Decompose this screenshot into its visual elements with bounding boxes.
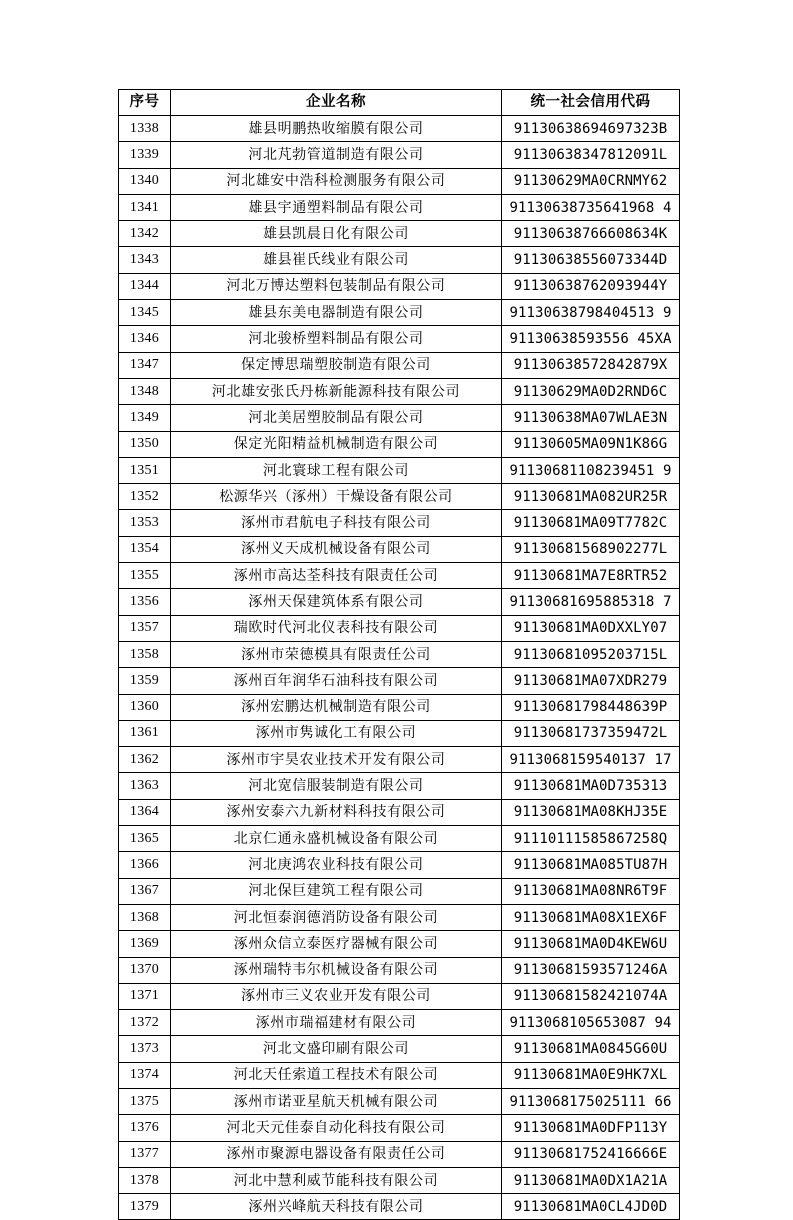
cell-sequence: 1350	[119, 431, 171, 457]
cell-enterprise-name: 河北文盛印刷有限公司	[171, 1036, 502, 1062]
cell-sequence: 1358	[119, 641, 171, 667]
cell-sequence: 1363	[119, 773, 171, 799]
table-row	[119, 668, 680, 694]
table-row	[119, 931, 680, 957]
cell-sequence: 1339	[119, 142, 171, 168]
cell-credit-code: 91130681095203715L	[502, 641, 680, 667]
cell-credit-code: 91130638694697323B	[502, 116, 680, 142]
cell-enterprise-name: 雄县明鹏热收缩膜有限公司	[171, 116, 502, 142]
cell-enterprise-name: 雄县东美电器制造有限公司	[171, 300, 502, 326]
cell-credit-code: 9113068159540137 17	[502, 747, 680, 773]
cell-sequence: 1365	[119, 826, 171, 852]
cell-enterprise-name: 河北天任索道工程技术有限公司	[171, 1062, 502, 1088]
cell-credit-code: 91130681752416666E	[502, 1141, 680, 1167]
cell-sequence: 1372	[119, 1010, 171, 1036]
table-row	[119, 457, 680, 483]
cell-enterprise-name: 保定光阳精益机械制造有限公司	[171, 431, 502, 457]
cell-credit-code: 91110111585867258Q	[502, 826, 680, 852]
cell-enterprise-name: 河北骏桥塑料制品有限公司	[171, 326, 502, 352]
cell-credit-code: 9113068105653087 94	[502, 1010, 680, 1036]
cell-sequence: 1338	[119, 116, 171, 142]
cell-sequence: 1340	[119, 168, 171, 194]
cell-sequence: 1356	[119, 589, 171, 615]
table-row	[119, 641, 680, 667]
table-row	[119, 1141, 680, 1167]
table-row	[119, 957, 680, 983]
cell-sequence: 1346	[119, 326, 171, 352]
column-header-credit-code: 统一社会信用代码	[502, 90, 680, 116]
cell-enterprise-name: 涿州市瑞福建材有限公司	[171, 1010, 502, 1036]
table-row	[119, 431, 680, 457]
cell-credit-code: 91130638766608634K	[502, 221, 680, 247]
cell-sequence: 1367	[119, 878, 171, 904]
cell-sequence: 1359	[119, 668, 171, 694]
cell-enterprise-name: 北京仁通永盛机械设备有限公司	[171, 826, 502, 852]
cell-sequence: 1376	[119, 1115, 171, 1141]
cell-sequence: 1355	[119, 563, 171, 589]
table-row	[119, 116, 680, 142]
table-row	[119, 1194, 680, 1220]
table-header	[119, 90, 680, 116]
table-row	[119, 694, 680, 720]
cell-credit-code: 91130681MA09T7782C	[502, 510, 680, 536]
cell-sequence: 1344	[119, 273, 171, 299]
cell-credit-code: 91130681MA7E8RTR52	[502, 563, 680, 589]
cell-enterprise-name: 河北雄安张氏丹栋新能源科技有限公司	[171, 378, 502, 404]
cell-sequence: 1369	[119, 931, 171, 957]
table-row	[119, 983, 680, 1009]
table-row	[119, 352, 680, 378]
cell-credit-code: 91130681737359472L	[502, 720, 680, 746]
cell-sequence: 1361	[119, 720, 171, 746]
cell-enterprise-name: 涿州市诺亚星航天机械有限公司	[171, 1088, 502, 1114]
table-row	[119, 615, 680, 641]
cell-sequence: 1379	[119, 1194, 171, 1220]
cell-enterprise-name: 保定博思瑞塑胶制造有限公司	[171, 352, 502, 378]
cell-sequence: 1368	[119, 904, 171, 930]
cell-sequence: 1343	[119, 247, 171, 273]
cell-enterprise-name: 河北雄安中浩科检测服务有限公司	[171, 168, 502, 194]
cell-credit-code: 91130681MA082UR25R	[502, 484, 680, 510]
cell-credit-code: 91130681MA08KHJ35E	[502, 799, 680, 825]
cell-credit-code: 91130681MA0DXXLY07	[502, 615, 680, 641]
table-body	[119, 116, 680, 1220]
table-row	[119, 536, 680, 562]
cell-enterprise-name: 雄县崔氏线业有限公司	[171, 247, 502, 273]
cell-enterprise-name: 松源华兴（涿州）干燥设备有限公司	[171, 484, 502, 510]
cell-credit-code: 91130681MA0CL4JD0D	[502, 1194, 680, 1220]
table-row	[119, 563, 680, 589]
table-row	[119, 326, 680, 352]
table-row	[119, 378, 680, 404]
cell-sequence: 1352	[119, 484, 171, 510]
cell-sequence: 1378	[119, 1167, 171, 1193]
table-row	[119, 1088, 680, 1114]
table-row	[119, 1115, 680, 1141]
cell-credit-code: 91130638762093944Y	[502, 273, 680, 299]
cell-credit-code: 91130681MA0DX1A21A	[502, 1167, 680, 1193]
table-row	[119, 799, 680, 825]
cell-sequence: 1342	[119, 221, 171, 247]
cell-enterprise-name: 涿州市聚源电器设备有限责任公司	[171, 1141, 502, 1167]
cell-credit-code: 9113068175025111 66	[502, 1088, 680, 1114]
table-row	[119, 773, 680, 799]
cell-enterprise-name: 河北中慧利威节能科技有限公司	[171, 1167, 502, 1193]
cell-credit-code: 91130681798448639P	[502, 694, 680, 720]
cell-credit-code: 91130681MA0DFP113Y	[502, 1115, 680, 1141]
cell-enterprise-name: 河北天元佳泰自动化科技有限公司	[171, 1115, 502, 1141]
cell-sequence: 1374	[119, 1062, 171, 1088]
table-row	[119, 1062, 680, 1088]
cell-enterprise-name: 河北庚鸿农业科技有限公司	[171, 852, 502, 878]
table-header-row	[119, 90, 680, 116]
enterprise-listing-table-container	[118, 89, 679, 1220]
cell-credit-code: 91130638798404513 9	[502, 300, 680, 326]
table-row	[119, 510, 680, 536]
cell-credit-code: 91130681MA0845G60U	[502, 1036, 680, 1062]
cell-sequence: 1345	[119, 300, 171, 326]
column-header-sequence: 序号	[119, 90, 171, 116]
cell-sequence: 1377	[119, 1141, 171, 1167]
cell-sequence: 1347	[119, 352, 171, 378]
cell-enterprise-name: 河北美居塑胶制品有限公司	[171, 405, 502, 431]
table-row	[119, 405, 680, 431]
cell-enterprise-name: 涿州义天成机械设备有限公司	[171, 536, 502, 562]
column-header-enterprise-name: 企业名称	[171, 90, 502, 116]
cell-sequence: 1362	[119, 747, 171, 773]
cell-credit-code: 91130629MA0D2RND6C	[502, 378, 680, 404]
table-row	[119, 194, 680, 220]
cell-sequence: 1357	[119, 615, 171, 641]
table-row	[119, 142, 680, 168]
cell-enterprise-name: 涿州百年润华石油科技有限公司	[171, 668, 502, 694]
cell-credit-code: 91130681MA07XDR279	[502, 668, 680, 694]
enterprise-listing-table	[118, 89, 680, 1220]
cell-enterprise-name: 河北恒泰润德消防设备有限公司	[171, 904, 502, 930]
table-row	[119, 747, 680, 773]
table-row	[119, 720, 680, 746]
table-row	[119, 852, 680, 878]
cell-sequence: 1348	[119, 378, 171, 404]
cell-sequence: 1375	[119, 1088, 171, 1114]
cell-credit-code: 91130629MA0CRNMY62	[502, 168, 680, 194]
table-row	[119, 1010, 680, 1036]
table-row	[119, 1167, 680, 1193]
cell-enterprise-name: 河北寰球工程有限公司	[171, 457, 502, 483]
cell-sequence: 1360	[119, 694, 171, 720]
cell-sequence: 1349	[119, 405, 171, 431]
cell-credit-code: 91130681695885318 7	[502, 589, 680, 615]
cell-credit-code: 91130638572842879X	[502, 352, 680, 378]
cell-credit-code: 91130638735641968 4	[502, 194, 680, 220]
table-row	[119, 878, 680, 904]
cell-credit-code: 91130681MA08NR6T9F	[502, 878, 680, 904]
table-row	[119, 247, 680, 273]
cell-enterprise-name: 河北芃勃管道制造有限公司	[171, 142, 502, 168]
cell-enterprise-name: 涿州市荣德模具有限责任公司	[171, 641, 502, 667]
table-row	[119, 1036, 680, 1062]
cell-enterprise-name: 涿州瑞特韦尔机械设备有限公司	[171, 957, 502, 983]
cell-enterprise-name: 涿州天保建筑体系有限公司	[171, 589, 502, 615]
cell-credit-code: 91130681MA0D735313	[502, 773, 680, 799]
table-row	[119, 589, 680, 615]
table-row	[119, 300, 680, 326]
cell-sequence: 1373	[119, 1036, 171, 1062]
cell-enterprise-name: 涿州兴峰航天科技有限公司	[171, 1194, 502, 1220]
cell-credit-code: 91130681108239451 9	[502, 457, 680, 483]
cell-credit-code: 91130681568902277L	[502, 536, 680, 562]
cell-sequence: 1364	[119, 799, 171, 825]
cell-sequence: 1351	[119, 457, 171, 483]
cell-credit-code: 91130605MA09N1K86G	[502, 431, 680, 457]
table-row	[119, 904, 680, 930]
cell-credit-code: 91130638556073344D	[502, 247, 680, 273]
cell-credit-code: 91130681MA085TU87H	[502, 852, 680, 878]
table-row	[119, 273, 680, 299]
table-row	[119, 484, 680, 510]
cell-sequence: 1366	[119, 852, 171, 878]
cell-enterprise-name: 涿州市隽诚化工有限公司	[171, 720, 502, 746]
cell-enterprise-name: 涿州市君航电子科技有限公司	[171, 510, 502, 536]
cell-sequence: 1370	[119, 957, 171, 983]
table-row	[119, 221, 680, 247]
cell-enterprise-name: 河北万博达塑料包装制品有限公司	[171, 273, 502, 299]
cell-enterprise-name: 雄县宇通塑料制品有限公司	[171, 194, 502, 220]
cell-enterprise-name: 涿州安泰六九新材料科技有限公司	[171, 799, 502, 825]
cell-credit-code: 91130681MA08X1EX6F	[502, 904, 680, 930]
cell-credit-code: 91130638MA07WLAE3N	[502, 405, 680, 431]
cell-enterprise-name: 河北宽信服装制造有限公司	[171, 773, 502, 799]
cell-enterprise-name: 涿州众信立泰医疗器械有限公司	[171, 931, 502, 957]
cell-enterprise-name: 涿州市宇昊农业技术开发有限公司	[171, 747, 502, 773]
cell-credit-code: 91130638593556 45XA	[502, 326, 680, 352]
cell-enterprise-name: 涿州宏鹏达机械制造有限公司	[171, 694, 502, 720]
cell-credit-code: 91130681MA0E9HK7XL	[502, 1062, 680, 1088]
cell-sequence: 1354	[119, 536, 171, 562]
cell-sequence: 1353	[119, 510, 171, 536]
cell-credit-code: 91130681593571246A	[502, 957, 680, 983]
cell-sequence: 1371	[119, 983, 171, 1009]
cell-credit-code: 91130681582421074A	[502, 983, 680, 1009]
cell-enterprise-name: 瑞欧时代河北仪表科技有限公司	[171, 615, 502, 641]
cell-enterprise-name: 河北保巨建筑工程有限公司	[171, 878, 502, 904]
table-row	[119, 168, 680, 194]
cell-enterprise-name: 涿州市三义农业开发有限公司	[171, 983, 502, 1009]
cell-sequence: 1341	[119, 194, 171, 220]
cell-enterprise-name: 涿州市高达荃科技有限责任公司	[171, 563, 502, 589]
cell-enterprise-name: 雄县凯晨日化有限公司	[171, 221, 502, 247]
table-row	[119, 826, 680, 852]
cell-credit-code: 91130638347812091L	[502, 142, 680, 168]
cell-credit-code: 91130681MA0D4KEW6U	[502, 931, 680, 957]
